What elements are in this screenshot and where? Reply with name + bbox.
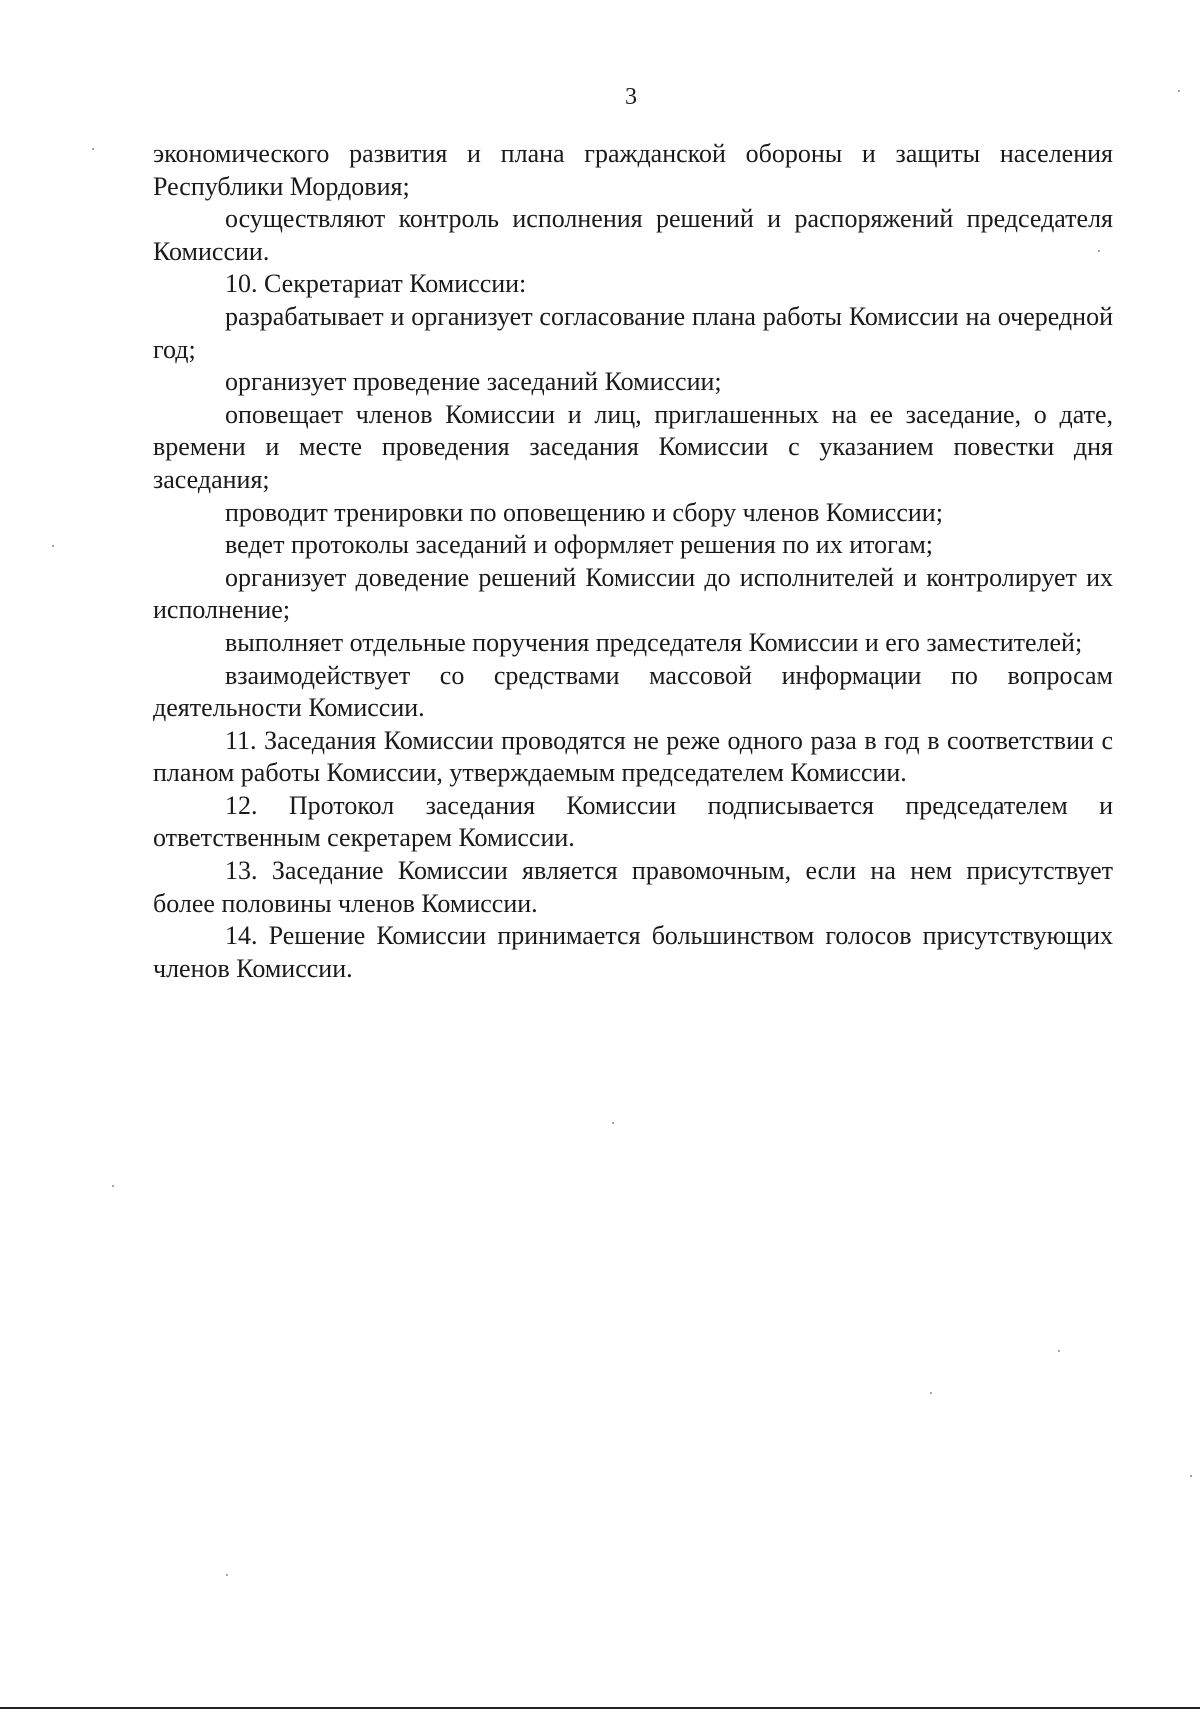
paragraph: оповещает членов Комиссии и лиц, приглашенных на ее заседание, о дате, времени и месте проведения заседания Комиссии с указанием повестки дня заседания; xyxy=(153,399,1113,494)
scan-speck xyxy=(1058,1350,1060,1352)
section-14: 14. Решение Комиссии принимается большинством голосов присутствующих членов Комиссии. xyxy=(153,921,1113,983)
scan-speck xyxy=(52,545,54,547)
scan-speck xyxy=(92,148,94,150)
page-number: 3 xyxy=(625,84,637,110)
section-11: 11. Заседания Комиссии проводятся не реже одного раза в год в соответствии с планом работы Комиссии, утверждаемым председателем Комиссии. xyxy=(153,725,1113,788)
paragraph: проводит тренировки по оповещению и сбору членов Комиссии; xyxy=(225,497,943,527)
scan-speck xyxy=(1098,250,1100,252)
section-12: 12. Протокол заседания Комиссии подписывается председателем и ответственным секретарем Комиссии. xyxy=(153,790,1113,853)
section-13: 13. Заседание Комиссии является правомочным, если на нем присутствует более половины членов Комиссии. xyxy=(153,856,1113,918)
scan-speck xyxy=(1190,1475,1192,1477)
paragraph: разрабатывает и организует согласование плана работы Комиссии на очередной год; xyxy=(153,301,1113,364)
paragraph: организует доведение решений Комиссии до исполнителей и контролирует их исполнение; xyxy=(153,562,1113,625)
paragraph-continuation: экономического развития и плана гражданской обороны и защиты населения Республики Мордовия; xyxy=(153,139,1113,201)
paragraph: ведет протоколы заседаний и оформляет решения по их итогам; xyxy=(225,530,934,560)
scan-speck xyxy=(1178,90,1180,92)
paragraph: осуществляют контроль исполнения решений и распоряжений председателя Комиссии. xyxy=(153,204,1113,266)
scan-bottom-edge xyxy=(0,1707,1200,1709)
scan-speck xyxy=(226,1574,228,1576)
section-heading-10: 10. Секретариат Комиссии: xyxy=(225,269,527,299)
scan-speck xyxy=(112,1185,114,1187)
document-body xyxy=(153,138,1113,985)
scan-speck xyxy=(612,1122,614,1124)
paragraph: выполняет отдельные поручения председателя Комиссии и его заместителей; xyxy=(225,627,1083,657)
paragraph: взаимодействует со средствами массовой информации по вопросам деятельности Комиссии. xyxy=(153,660,1113,723)
scan-speck xyxy=(930,1392,932,1394)
paragraph: организует проведение заседаний Комиссии; xyxy=(225,367,722,397)
